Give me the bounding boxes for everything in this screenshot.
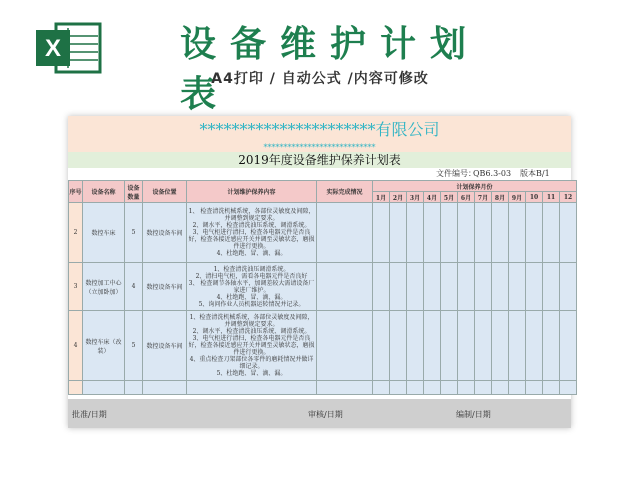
header-row	[69, 181, 577, 192]
month-cell[interactable]	[407, 311, 424, 381]
header-name: 设备名称	[83, 181, 125, 203]
promo-title: 设备维护计划表	[180, 24, 481, 115]
month-cell[interactable]	[424, 203, 441, 263]
month-cell[interactable]	[390, 263, 407, 311]
header-qty: 设备数量	[125, 181, 143, 203]
sheet-title: 2019年度设备维护保养计划表	[68, 152, 571, 169]
month-cell[interactable]	[458, 311, 475, 381]
month-cell[interactable]	[526, 203, 543, 263]
row-location[interactable]	[143, 381, 187, 395]
month-cell[interactable]	[492, 263, 509, 311]
month-cell[interactable]	[441, 203, 458, 263]
company-header	[68, 116, 571, 152]
month-cell[interactable]	[526, 381, 543, 395]
row-actual[interactable]	[317, 381, 373, 395]
row-qty[interactable]: 5	[125, 203, 143, 263]
month-cell[interactable]	[492, 311, 509, 381]
review-label: 审核/日期	[308, 410, 343, 419]
table-row	[69, 203, 577, 263]
row-index[interactable]: 4	[69, 311, 83, 381]
row-index[interactable]: 3	[69, 263, 83, 311]
row-content[interactable]: 1、检查清洗机械系统，各部位灵敏度及间隙，并调整到规定要求。 2、调水平，检查清洗油压系统、调滑系统。 3、电气柜进行清扫，检查各电器元件是否良好，检查各接近感应开关并调至灵敏状态，磨损件进行更换。 4、重点检查刀架部位各零件的磨耗情况并做详细记录。 5、杜绝跑、冒、滴、漏。	[187, 311, 317, 381]
row-qty[interactable]: 5	[125, 311, 143, 381]
month-cell[interactable]	[526, 263, 543, 311]
month-cell[interactable]	[492, 203, 509, 263]
header-location: 设备位置	[143, 181, 187, 203]
month-header: 4月	[424, 192, 441, 203]
month-header: 7月	[475, 192, 492, 203]
promo-subtitle: A4打印 / 自动公式 /内容可修改	[211, 71, 429, 87]
row-actual[interactable]	[317, 203, 373, 263]
month-header: 11	[543, 192, 560, 203]
month-cell[interactable]	[407, 263, 424, 311]
header-plan: 计划维护保养内容	[187, 181, 317, 203]
row-qty[interactable]	[125, 381, 143, 395]
month-cell[interactable]	[390, 381, 407, 395]
month-cell[interactable]	[543, 203, 560, 263]
row-actual[interactable]	[317, 311, 373, 381]
row-qty[interactable]: 4	[125, 263, 143, 311]
month-header: 8月	[492, 192, 509, 203]
row-actual[interactable]	[317, 263, 373, 311]
row-content[interactable]	[187, 381, 317, 395]
month-header: 3月	[407, 192, 424, 203]
row-content[interactable]: 1、 检查清洗机械系统，各部位灵敏度及间隙，并调整到规定要求。 2、调水平，检查清洗油压系统、调滑系统。 3、电气柜进行清扫，检查各电器元件是否良好，检查各接近感应开关并调至灵敏状态，磨损件进行更换。 4、杜绝跑、冒、滴、漏。	[187, 203, 317, 263]
month-cell[interactable]	[441, 381, 458, 395]
prepare-label: 编制/日期	[456, 410, 491, 419]
svg-text:X: X	[44, 35, 62, 62]
month-cell[interactable]	[543, 381, 560, 395]
month-cell[interactable]	[492, 381, 509, 395]
header-monthly: 计划保养月份	[373, 181, 577, 192]
table-row-empty	[69, 381, 577, 395]
row-name[interactable]: 数控车床	[83, 203, 125, 263]
month-cell[interactable]	[475, 203, 492, 263]
row-content[interactable]: 1、检查清洗油压调滑系统。 2、清扫电气柜，需看各电器元件是否良好 3、 检查调节各轴水平，加调差较大需请设备厂家进厂维护。 4、杜绝跑、冒、滴、漏。 5、询问作业人员机器运转情况并记录。	[187, 263, 317, 311]
month-cell[interactable]	[543, 263, 560, 311]
month-cell[interactable]	[458, 381, 475, 395]
row-location[interactable]: 数控设备车间	[143, 203, 187, 263]
row-name[interactable]: 数控加工中心（立加卧加）	[83, 263, 125, 311]
row-index[interactable]	[69, 381, 83, 395]
month-cell[interactable]	[441, 263, 458, 311]
month-cell[interactable]	[424, 311, 441, 381]
month-cell[interactable]	[509, 263, 526, 311]
month-cell[interactable]	[373, 311, 390, 381]
month-cell[interactable]	[560, 203, 577, 263]
month-cell[interactable]	[509, 203, 526, 263]
table-row	[69, 263, 577, 311]
month-cell[interactable]	[475, 311, 492, 381]
company-stars: ****************************	[263, 143, 376, 152]
version: 版本B/1	[520, 169, 550, 178]
month-cell[interactable]	[475, 381, 492, 395]
month-cell[interactable]	[560, 263, 577, 311]
month-cell[interactable]	[509, 381, 526, 395]
header-actual: 实际完成情况	[317, 181, 373, 203]
row-name[interactable]: 数控车床（改装）	[83, 311, 125, 381]
row-name[interactable]	[83, 381, 125, 395]
month-cell[interactable]	[560, 381, 577, 395]
signature-footer	[68, 399, 571, 428]
month-cell[interactable]	[424, 263, 441, 311]
month-cell[interactable]	[458, 263, 475, 311]
row-index[interactable]: 2	[69, 203, 83, 263]
month-cell[interactable]	[441, 311, 458, 381]
maintenance-table	[68, 180, 577, 395]
month-cell[interactable]	[543, 311, 560, 381]
month-header: 6月	[458, 192, 475, 203]
month-cell[interactable]	[373, 381, 390, 395]
header-index: 序号	[69, 181, 83, 203]
month-cell[interactable]	[475, 263, 492, 311]
month-cell[interactable]	[458, 203, 475, 263]
month-cell[interactable]	[509, 311, 526, 381]
company-name: **********************有限公司	[199, 120, 440, 139]
month-header: 2月	[390, 192, 407, 203]
row-location[interactable]: 数控设备车间	[143, 263, 187, 311]
table-row	[69, 311, 577, 381]
month-cell[interactable]	[390, 311, 407, 381]
month-cell[interactable]	[373, 263, 390, 311]
month-header: 1月	[373, 192, 390, 203]
approve-label: 批准/日期	[72, 410, 107, 419]
month-cell[interactable]	[424, 381, 441, 395]
month-cell[interactable]	[407, 381, 424, 395]
month-cell[interactable]	[526, 311, 543, 381]
month-cell[interactable]	[373, 203, 390, 263]
month-header: 10	[526, 192, 543, 203]
month-header: 12	[560, 192, 577, 203]
row-location[interactable]: 数控设备车间	[143, 311, 187, 381]
doc-no-value: QB6.3-03	[473, 169, 512, 178]
month-cell[interactable]	[407, 203, 424, 263]
month-cell[interactable]	[390, 203, 407, 263]
month-header: 5月	[441, 192, 458, 203]
doc-no-label: 文件编号：	[436, 169, 476, 178]
excel-icon	[32, 22, 104, 74]
month-cell[interactable]	[560, 311, 577, 381]
doc-info-bar	[68, 168, 571, 180]
month-header: 9月	[509, 192, 526, 203]
spreadsheet-preview	[68, 116, 571, 428]
